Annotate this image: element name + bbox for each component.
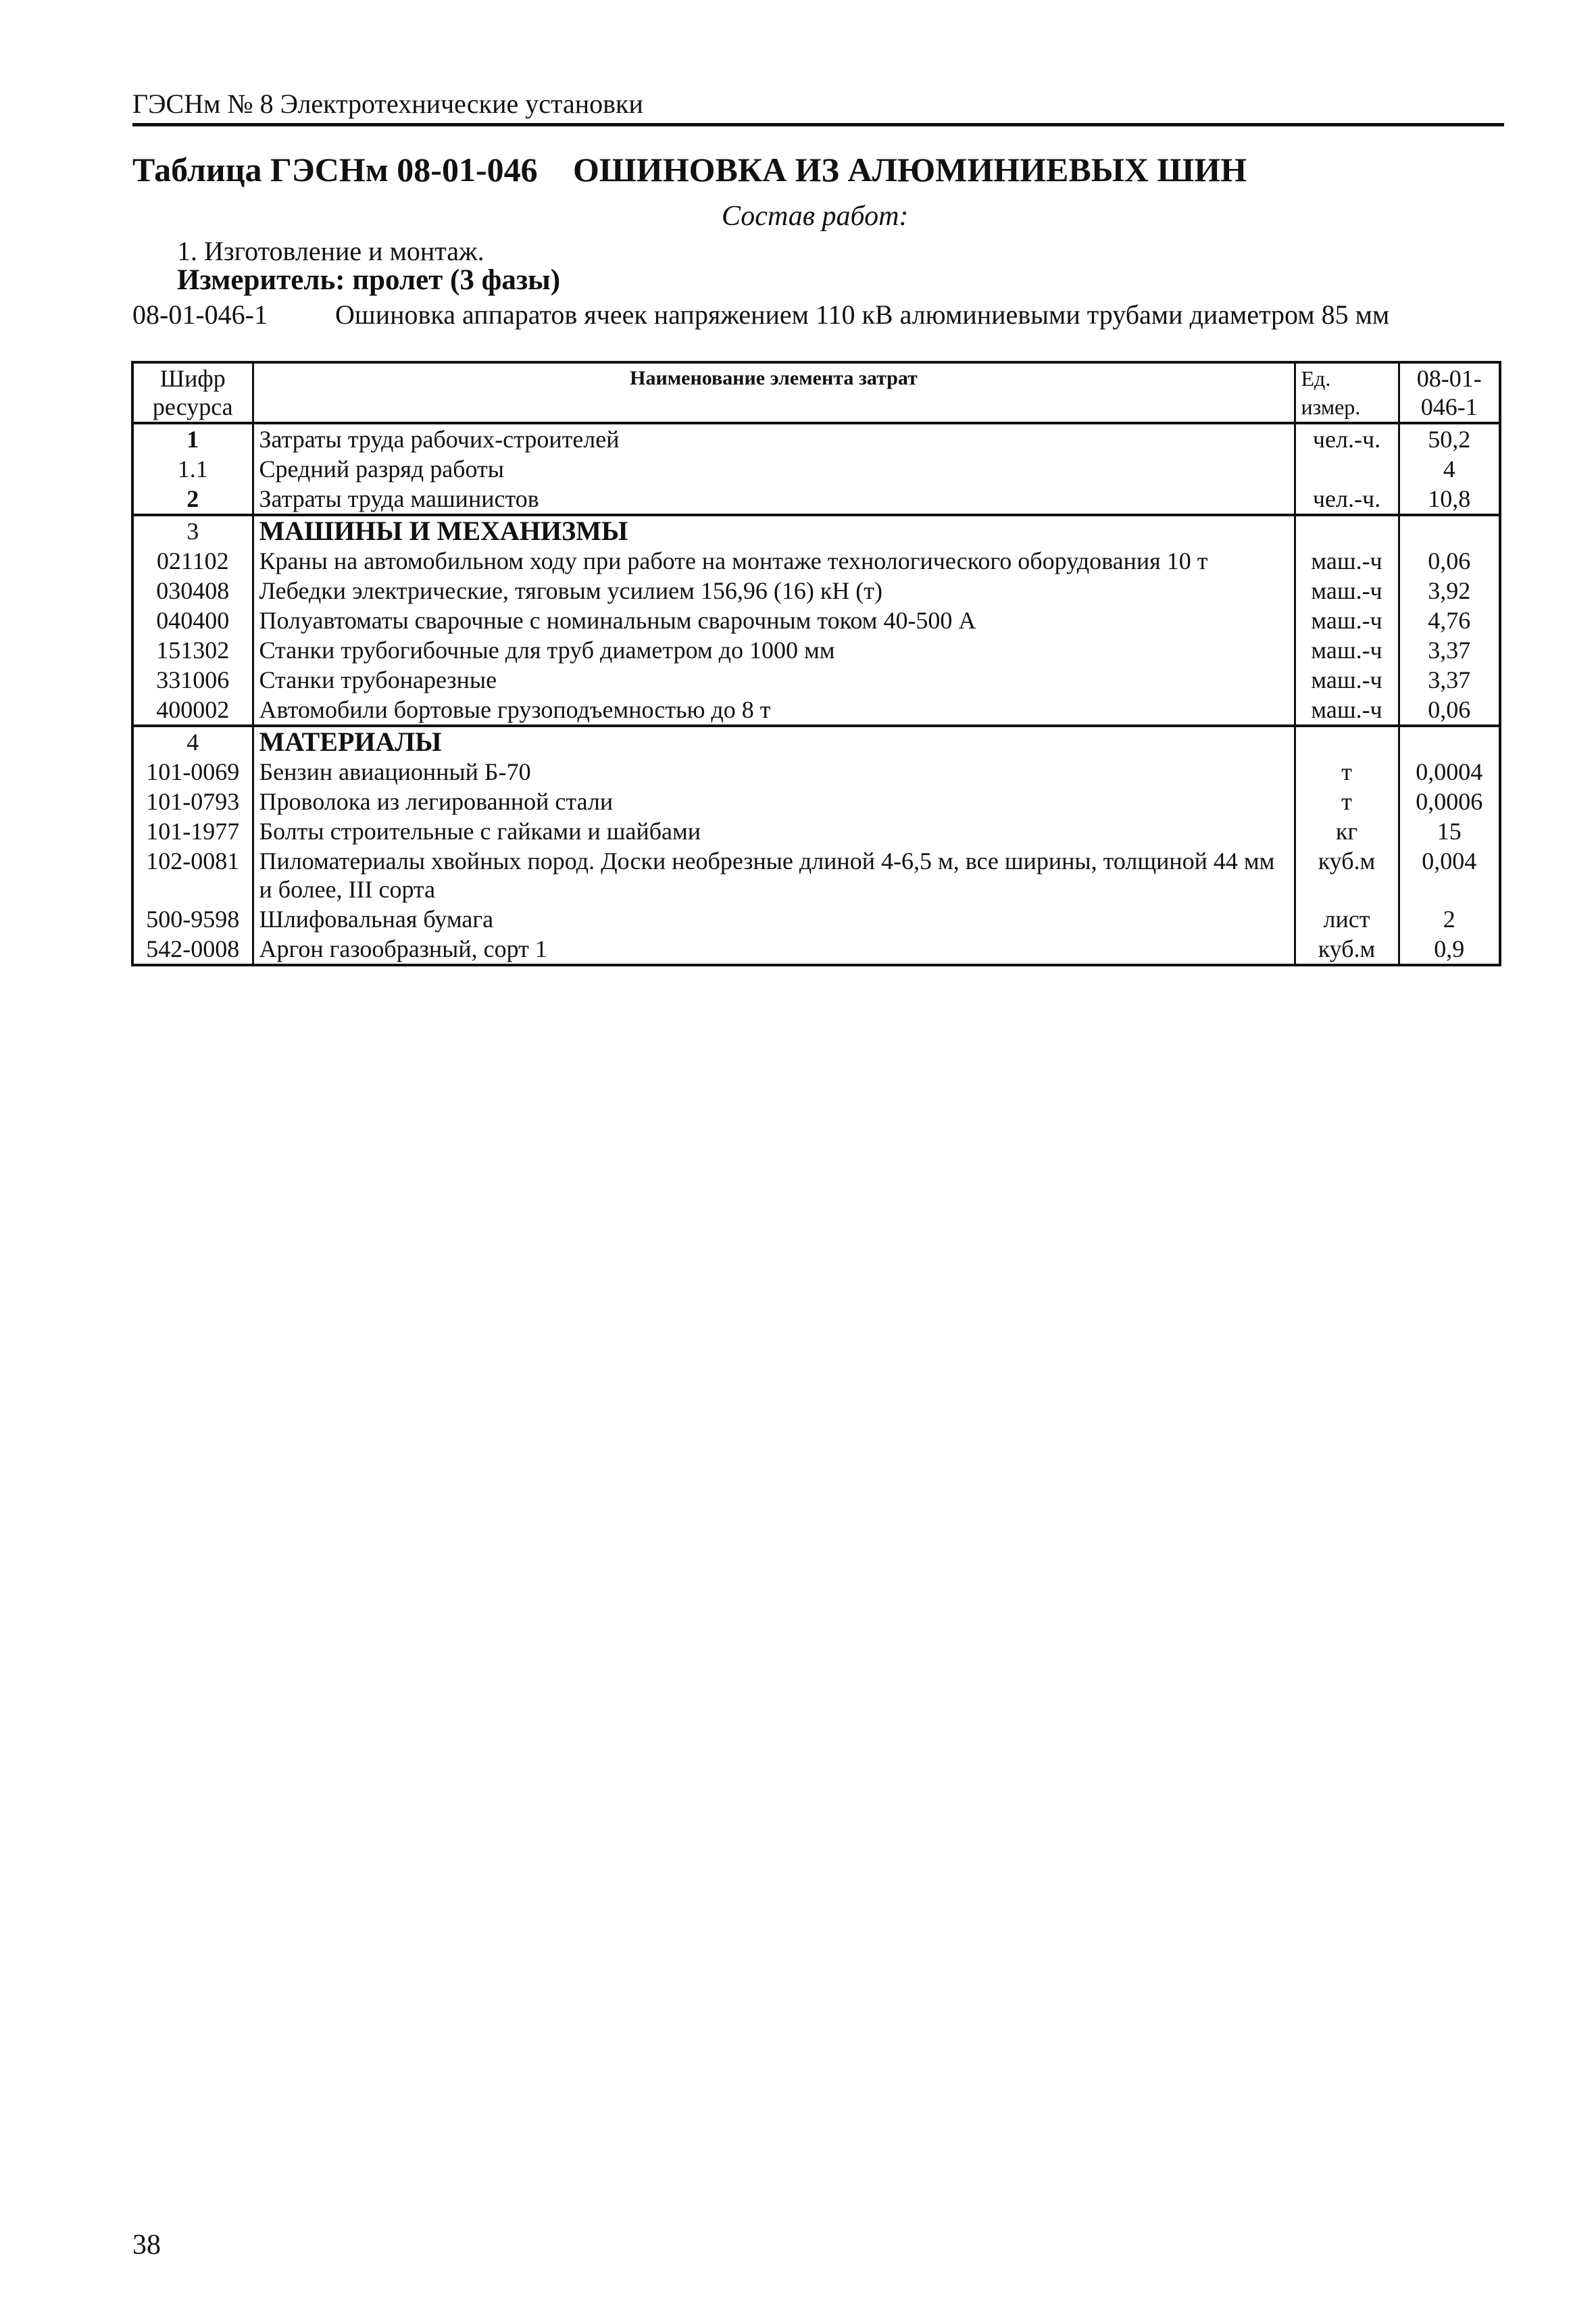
table-title (132, 147, 1551, 192)
cell-code: 542-0008 (132, 934, 253, 965)
table-header-row (132, 362, 1500, 423)
cell-name: Станки трубонарезные (253, 665, 1295, 695)
cell-name: Бензин авиационный Б-70 (253, 757, 1295, 787)
cell-unit: чел.-ч. (1295, 423, 1399, 454)
meter-line: Измеритель: пролет (3 фазы) (177, 264, 561, 296)
header-value: 08-01-046-1 (1399, 362, 1500, 423)
page-number: 38 (132, 2230, 161, 2261)
cell-code: 1 (132, 423, 253, 454)
cell-unit: т (1295, 787, 1399, 816)
cell-name: МАТЕРИАЛЫ (253, 726, 1295, 757)
table-row (132, 904, 1500, 934)
table-row (132, 606, 1500, 635)
cell-code: 021102 (132, 546, 253, 576)
cell-unit: кг (1295, 816, 1399, 846)
cell-value: 0,06 (1399, 546, 1500, 576)
cell-name: Полуавтоматы сварочные с номинальным сварочным током 40-500 А (253, 606, 1295, 635)
cell-value: 0,06 (1399, 695, 1500, 726)
cell-value: 4,76 (1399, 606, 1500, 635)
resource-table (131, 361, 1501, 966)
work-composition-item: 1. Изготовление и монтаж. (177, 236, 484, 266)
running-header: ГЭСНм № 8 Электротехнические установки (132, 87, 1504, 126)
cell-unit (1295, 515, 1399, 546)
cell-name: Лебедки электрические, тяговым усилием 156,96 (16) кН (т) (253, 576, 1295, 606)
cell-code: 3 (132, 515, 253, 546)
table-body (132, 423, 1500, 965)
cell-code: 4 (132, 726, 253, 757)
header-code: Шифр ресурса (132, 362, 253, 423)
table-title-name: ОШИНОВКА ИЗ АЛЮМИНИЕВЫХ ШИН (573, 151, 1247, 189)
cell-value: 3,37 (1399, 635, 1500, 665)
table-row (132, 423, 1500, 454)
table-row (132, 454, 1500, 484)
cell-code: 331006 (132, 665, 253, 695)
cell-unit: маш.-ч (1295, 665, 1399, 695)
cell-unit: маш.-ч (1295, 606, 1399, 635)
cell-value: 3,37 (1399, 665, 1500, 695)
cell-name: Автомобили бортовые грузоподъемностью до 8 т (253, 695, 1295, 726)
cell-value: 3,92 (1399, 576, 1500, 606)
cell-name: Затраты труда машинистов (253, 484, 1295, 515)
cell-name: Средний разряд работы (253, 454, 1295, 484)
cell-name: Болты строительные с гайками и шайбами (253, 816, 1295, 846)
cell-unit: маш.-ч (1295, 576, 1399, 606)
cell-unit: маш.-ч (1295, 546, 1399, 576)
cell-code: 500-9598 (132, 904, 253, 934)
table-row (132, 546, 1500, 576)
cell-name: Станки трубогибочные для труб диаметром до 1000 мм (253, 635, 1295, 665)
table-row (132, 484, 1500, 515)
table-row (132, 726, 1500, 757)
table-row (132, 576, 1500, 606)
table-row (132, 665, 1500, 695)
table-row (132, 635, 1500, 665)
table-row (132, 816, 1500, 846)
cell-name: Затраты труда рабочих-строителей (253, 423, 1295, 454)
cell-unit: куб.м (1295, 846, 1399, 904)
cell-code: 101-1977 (132, 816, 253, 846)
table-row (132, 787, 1500, 816)
cell-value: 50,2 (1399, 423, 1500, 454)
table-title-code: Таблица ГЭСНм 08-01-046 (132, 151, 538, 189)
cell-unit: лист (1295, 904, 1399, 934)
cell-unit (1295, 454, 1399, 484)
table-row (132, 846, 1500, 904)
norm-code: 08-01-046-1 (132, 299, 268, 330)
cell-name: Краны на автомобильном ходу при работе на монтаже технологического оборудования 10 т (253, 546, 1295, 576)
table-row (132, 515, 1500, 546)
table-row (132, 695, 1500, 726)
cell-value (1399, 726, 1500, 757)
norm-line (132, 295, 1551, 335)
cell-code: 400002 (132, 695, 253, 726)
cell-code: 151302 (132, 635, 253, 665)
cell-name: МАШИНЫ И МЕХАНИЗМЫ (253, 515, 1295, 546)
cell-value: 10,8 (1399, 484, 1500, 515)
cell-code: 101-0793 (132, 787, 253, 816)
cell-value: 0,0004 (1399, 757, 1500, 787)
cell-unit (1295, 726, 1399, 757)
cell-value: 0,0006 (1399, 787, 1500, 816)
table-row (132, 934, 1500, 965)
cell-code: 2 (132, 484, 253, 515)
cell-unit: куб.м (1295, 934, 1399, 965)
cell-name: Шлифовальная бумага (253, 904, 1295, 934)
cell-code: 1.1 (132, 454, 253, 484)
cell-value: 2 (1399, 904, 1500, 934)
cell-unit: т (1295, 757, 1399, 787)
cell-name: Пиломатериалы хвойных пород. Доски необрезные длиной 4-6,5 м, все ширины, толщиной 44 мм и более, III сорта (253, 846, 1295, 904)
header-name: Наименование элемента затрат (253, 362, 1295, 423)
cell-value: 0,9 (1399, 934, 1500, 965)
cell-value: 0,004 (1399, 846, 1500, 904)
table-row (132, 757, 1500, 787)
cell-name: Аргон газообразный, сорт 1 (253, 934, 1295, 965)
cell-code: 030408 (132, 576, 253, 606)
cell-value (1399, 515, 1500, 546)
cell-code: 101-0069 (132, 757, 253, 787)
header-unit: Ед. измер. (1295, 362, 1399, 423)
cell-code: 040400 (132, 606, 253, 635)
cell-unit: маш.-ч (1295, 695, 1399, 726)
cell-name: Проволока из легированной стали (253, 787, 1295, 816)
norm-description: Ошиновка аппаратов ячеек напряжением 110 кВ алюминиевыми трубами диаметром 85 мм (335, 299, 1390, 330)
cell-unit: чел.-ч. (1295, 484, 1399, 515)
work-composition-heading: Состав работ: (722, 201, 909, 232)
cell-value: 15 (1399, 816, 1500, 846)
cell-unit: маш.-ч (1295, 635, 1399, 665)
cell-code: 102-0081 (132, 846, 253, 904)
cell-value: 4 (1399, 454, 1500, 484)
